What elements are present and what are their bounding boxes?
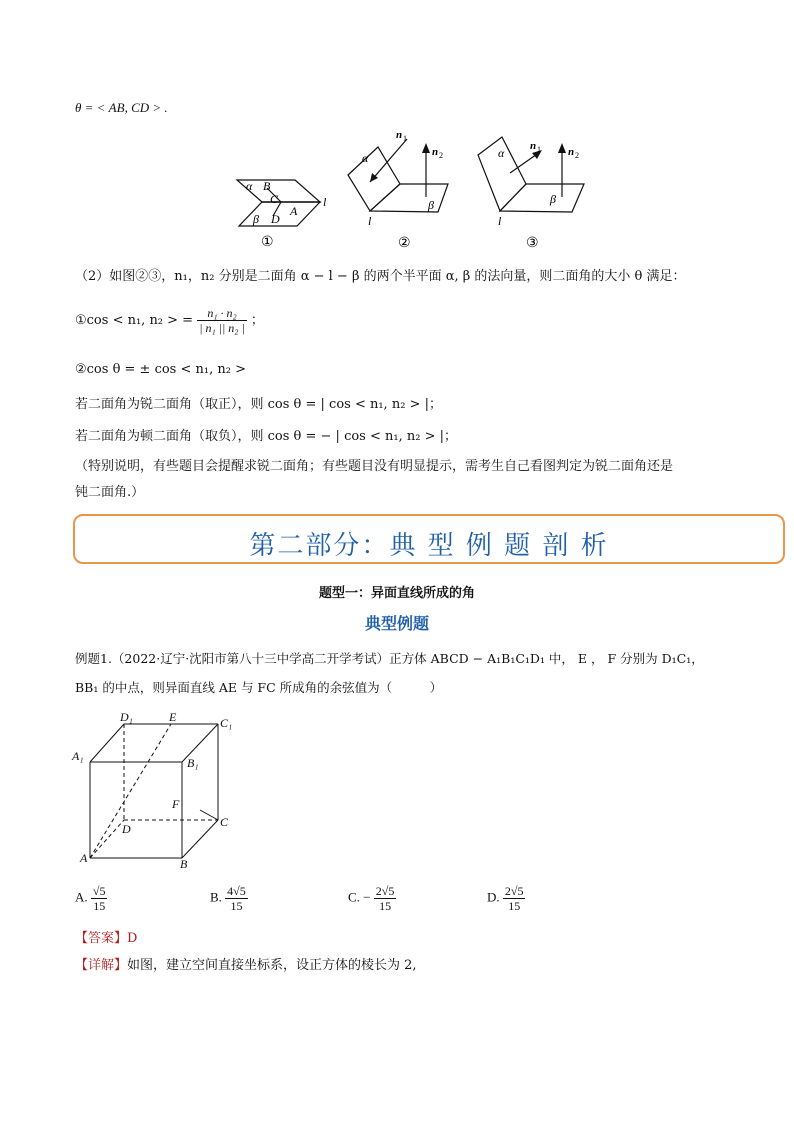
cube-label-C: C [220,815,229,829]
figure-3-dihedral [470,127,595,252]
detail-line [75,957,417,975]
acute-case: 若二面角为锐二面角（取正），则 cos θ = | cos < n₁, n₂ > |； [75,397,442,412]
cube-label-B1: B₁ [187,756,199,770]
cube-label-B: B [180,857,188,870]
subsection-title: 典型例题 [364,614,429,633]
example-line-2: BB₁ 的中点，则异面直线 AE 与 FC 所成角的余弦值为（ ） [75,680,443,695]
option-c-key: C. [348,889,360,905]
f2-n1-sub: 1 [403,134,407,143]
detail-label: 【详解】 [75,958,128,973]
cube-label-A: A [80,851,88,865]
paragraph-2: （2）如图②③，n₁，n₂ 分别是二面角 α − l − β 的两个半平面 α, β 的法向量，则二面角的大小 θ 满足： [75,269,686,284]
f2-n2-sub: 2 [439,151,443,160]
option-c-fraction [374,884,397,913]
option-d-key: D. [487,889,500,905]
option-b-fraction [225,884,248,913]
cos-fraction-den: | n₁ || n₂ | [199,321,245,335]
detail-text: 如图，建立空间直接坐标系，设正方体的棱长为 2, [127,958,417,973]
section-banner [73,514,785,564]
cube-label-F: F [172,797,180,811]
f2-n2: n [432,146,439,158]
option-a-den: 15 [93,899,106,913]
f3-beta: β [550,192,556,206]
option-c-num: 2√5 [375,884,395,898]
option-d[interactable] [487,884,525,913]
f3-label: ③ [526,235,539,251]
figure-1-dihedral [225,168,345,248]
option-d-den: 15 [508,899,521,913]
top-formula: θ = < AB, CD > . [75,100,168,115]
f3-n1: n [530,140,537,152]
f3-alpha: α [498,146,505,160]
option-a-num: √5 [92,884,106,898]
option-a[interactable] [75,884,107,913]
theta-formula: ②cos θ = ± cos < n₁, n₂ > [75,362,246,377]
option-d-fraction [503,884,526,913]
note-line-1: （特别说明，有些题目会提醒求锐二面角；有些题目没有明显提示，需考生自己看图判定为锐二面角还是 [75,459,674,474]
f1-alpha: α [246,179,253,193]
cube-label-C1: C₁ [220,716,233,730]
f3-l: l [498,214,502,228]
option-a-key: A. [75,889,88,905]
answer-line [75,930,137,948]
option-a-fraction [91,884,108,913]
f3-n2: n [568,146,575,158]
cos-formula-left: ①cos < n₁, n₂ > = [75,313,194,328]
f2-label: ② [398,235,411,251]
cube-label-E: E [169,710,177,724]
f2-n1: n [396,129,403,141]
option-c-sign: − [363,889,371,905]
cube-label-D1: D₁ [120,710,133,724]
f1-A: A [290,204,298,218]
f1-C: C [270,192,279,206]
cos-fraction [197,306,247,335]
section-banner-text: 第二部分：典 型 例 题 剖 析 [249,531,609,561]
f1-beta: β [253,212,259,226]
cos-formula [75,306,264,335]
example-line-1: 例题1.（2022·辽宁·沈阳市第八十三中学高二开学考试）正方体 ABCD − A₁B₁C₁D₁ 中， E ， F 分别为 D₁C₁， [75,651,704,666]
f3-n1-sub: 1 [537,145,541,154]
f1-B: B [263,179,271,193]
option-b-den: 15 [230,899,243,913]
cube-label-D: D [122,822,131,836]
section-title: 题型一：异面直线所成的角 [318,586,475,601]
cos-fraction-num: n₁ · n₂ [197,306,247,321]
option-b-key: B. [210,889,222,905]
figure-2-dihedral [340,127,460,252]
option-b[interactable] [210,884,248,913]
note-line-2: 钝二面角.） [75,485,145,500]
f2-beta: β [428,198,434,212]
cube-figure [70,710,240,870]
answer-value: D [127,931,138,946]
f1-D: D [271,212,280,226]
option-d-num: 2√5 [504,884,524,898]
f2-l: l [368,214,372,228]
option-c-den: 15 [379,899,392,913]
cube-label-A1: A₁ [72,749,84,763]
f1-l: l [323,195,327,209]
obtuse-case: 若二面角为顿二面角（取负），则 cos θ = − | cos < n₁, n₂ > |； [75,429,457,444]
f1-label: ① [261,234,274,248]
option-c[interactable] [348,884,396,913]
f2-alpha: α [362,151,369,165]
cos-formula-tail: ； [250,313,264,328]
answer-label: 【答案】 [75,931,128,946]
option-b-num: 4√5 [227,884,246,898]
f3-n2-sub: 2 [575,151,579,160]
